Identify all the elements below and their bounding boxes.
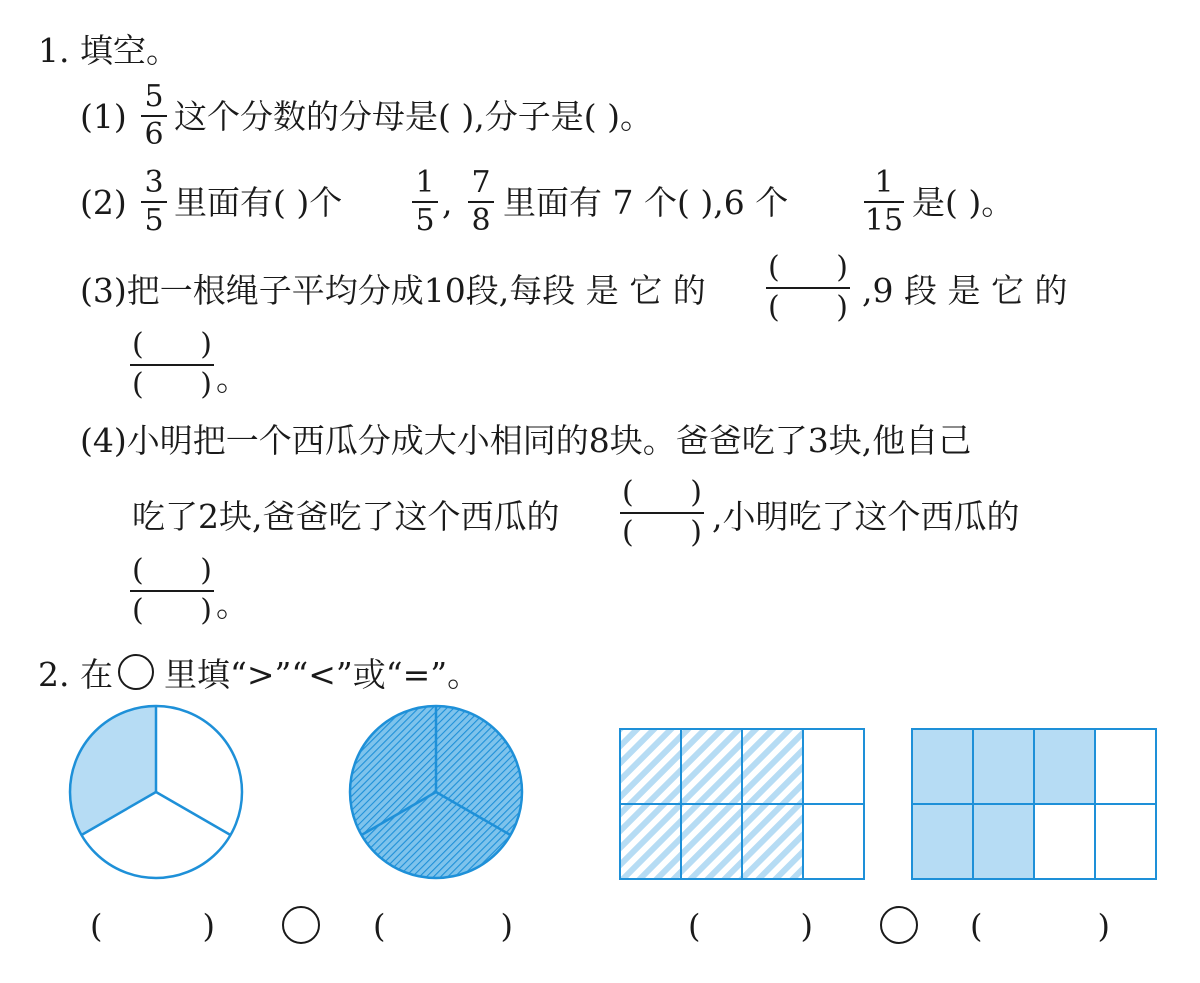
answer-blank-fig3[interactable]: ( )	[688, 907, 813, 945]
fraction-denominator: 6	[144, 117, 164, 152]
q1-part3-end: 。	[216, 359, 249, 398]
q1-part3-blank-fraction-2[interactable]: ( ) ( )	[132, 327, 212, 402]
q1-part4-mid-text: ,小明吃了这个西瓜的	[712, 497, 1020, 536]
q1-part4-blank-fraction-1[interactable]: ( ) ( )	[622, 475, 702, 550]
compare-circle-icon	[118, 654, 154, 690]
fraction-denominator: 5	[144, 203, 164, 238]
q1-part1-text: 这个分数的分母是( ),分子是( )。	[174, 97, 653, 136]
q1-part3-mid-text: ,9 段 是 它 的	[862, 271, 1068, 310]
compare-circle-1[interactable]	[282, 906, 320, 944]
q1-part2-fraction-3	[468, 165, 494, 238]
q1-part2-comma: ,	[442, 183, 453, 222]
grid-eighths-six-hatched	[618, 727, 868, 881]
q1-part2-text-3: 里面有 7 个( ),6 个	[503, 183, 789, 222]
q1-part4-line2: 吃了2块,爸爸吃了这个西瓜的	[132, 497, 560, 536]
q1-heading: 1. 填空。	[38, 31, 179, 70]
q1-part2-label: (2)	[80, 183, 127, 222]
fraction-numerator: 1	[415, 165, 435, 200]
q2-heading-pre: 2. 在	[38, 655, 113, 694]
fraction-numerator: 1	[874, 165, 894, 200]
q1-part3-blank-fraction-1[interactable]: ( ) ( )	[768, 250, 848, 325]
q1-part4-line1: (4)小明把一个西瓜分成大小相同的8块。爸爸吃了3块,他自己	[80, 421, 972, 460]
circle-thirds-one-shaded	[66, 702, 250, 886]
q2-heading-post: 里填“>”“<”或“=”。	[164, 655, 481, 694]
circle-thirds-all-hatched	[346, 702, 530, 886]
q1-part2-fraction-2	[412, 165, 438, 238]
q1-part2-fraction-4	[864, 165, 904, 238]
answer-blank-fig1[interactable]: ( )	[90, 907, 215, 945]
answer-blank-fig4[interactable]: ( )	[970, 907, 1110, 945]
q1-part4-blank-fraction-2[interactable]: ( ) ( )	[132, 553, 212, 628]
fraction-denominator: 5	[415, 203, 435, 238]
q1-part2-text-4: 是( )。	[912, 183, 1015, 222]
q1-part4-end: 。	[216, 585, 249, 624]
answer-blank-fig2[interactable]: ( )	[373, 907, 513, 945]
grid-eighths-five-shaded	[910, 727, 1160, 881]
fraction-denominator: 15	[864, 203, 904, 238]
q1-part1-fraction	[141, 79, 167, 152]
fraction-numerator: 5	[144, 79, 164, 114]
fraction-numerator: 3	[144, 165, 164, 200]
q1-part2-text-1: 里面有( )个	[174, 183, 343, 222]
q1-part1-label: (1)	[80, 97, 127, 136]
q1-part3-line1: (3)把一根绳子平均分成10段,每段 是 它 的	[80, 271, 706, 310]
fraction-numerator: 7	[471, 165, 491, 200]
q1-part2-fraction-1	[141, 165, 167, 238]
fraction-denominator: 8	[471, 203, 491, 238]
compare-circle-2[interactable]	[880, 906, 918, 944]
